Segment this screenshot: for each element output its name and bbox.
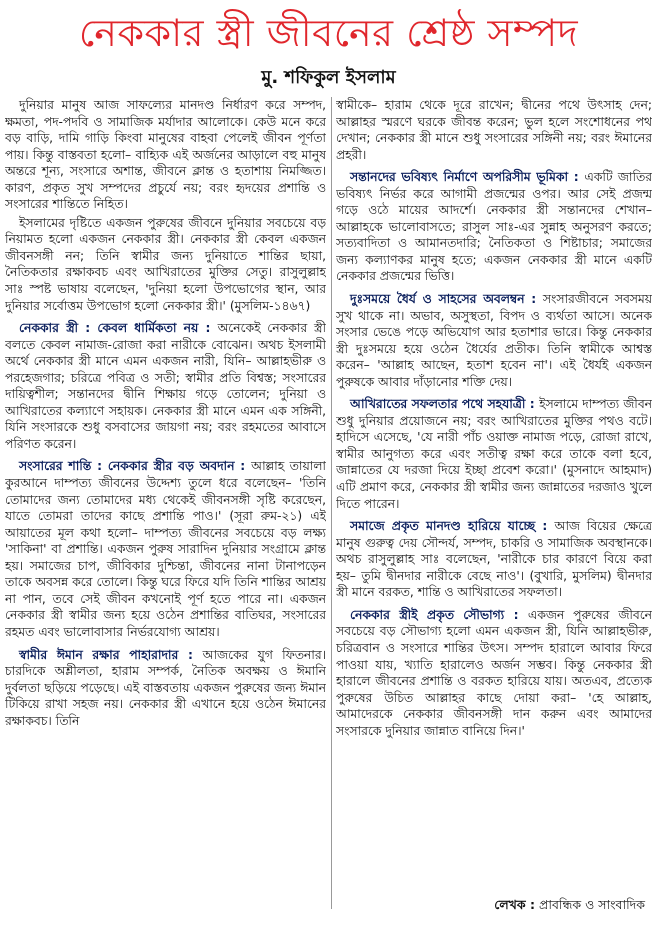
section-body: অনেকেই নেককার স্ত্রী বলতে কেবল নামাজ-রোজা করা নারীকে বোঝেন। অথচ ইসলামী অর্থে নেককার স্ত্রী মানে এমন একজন নারী, যিনি– আল্লাহভীরু ও পরহেজগার; চরিত্রে পবিত্র ও সতী; স্বামীর প্রতি বিশ্বস্ত; সংসারের দায়িত্বশীল; সন্তানদের দ্বীনি শিক্ষায় গড়ে তোলেন; দুনিয়া ও আখিরাতের কল্যাণে সহায়ক। নেককার স্ত্রী মানে এমন এক সঙ্গিনী, যিনি সংসারকে শুধু বসবাসের জায়গা নয়; বরং রহমতের আবাসে পরিণত করেন। (5, 321, 326, 451)
section-body: সংসারজীবনে সবসময় সুখ থাকে না। অভাব, অসুস্থতা, বিপদ ও ব্যর্থতা আসে। অনেক সংসার ভেঙে পড়ে অভিযোগ আর হতাশার ভারে। কিন্তু নেককার স্ত্রী দুঃসময়ে হয়ে ওঠেন ধৈর্যের প্রতীক। তিনি স্বামীকে আশ্বস্ত করেন– 'আল্লাহ আছেন, হতাশ হবেন না'। এই ধৈর্যই একজন পুরুষকে আবার দাঁড়ানোর শক্তি দেয়। (336, 292, 652, 389)
section-body: একটি জাতির ভবিষ্যৎ নির্ভর করে আগামী প্রজন্মের ওপর। আর সেই প্রজন্ম গড়ে ওঠে মায়ের আদর্শে। নেককার স্ত্রী সন্তানদের শেখান– আল্লাহকে ভালোবাসতে; রাসুল সাঃ-এর সুন্নাহ অনুসরণ করতে; সত্যবাদিতা ও আমানতদারি; নৈতিকতা ও শিষ্টাচার; সমাজের জন্য কল্যাণকর মানুষ হতে; একজন নেককার স্ত্রী মানে একটি নেককার প্রজন্মের ভিত্তি। (336, 170, 652, 284)
section-faith-beyond-piety (5, 320, 326, 452)
section-body: একজন পুরুষের জীবনে সবচেয়ে বড় সৌভাগ্য হলো এমন একজন স্ত্রী, যিনি আল্লাহভীরু, চরিত্রবান ও সংসারে শান্তির উৎস। সম্পদ হারালে আবার ফিরে পাওয়া যায়, খ্যাতি হারালেও অর্জন সম্ভব। কিন্তু নেককার স্ত্রী হারালে জীবনের প্রশান্তি ও বরকত হারিয়ে যায়। অতএব, প্রত্যেক পুরুষের উচিত আল্লাহর কাছে দোয়া করা– 'হে আল্লাহ, আমাদেরকে নেককার জীবনসঙ্গী দান করুন এবং আমাদের সংসারকে দুনিয়ার জান্নাত বানিয়ে দিন।' (336, 607, 652, 738)
author-role: প্রাবন্ধিক ও সাংবাদিক (538, 897, 645, 912)
author-label: লেখক : (494, 897, 535, 912)
section-heading: সন্তানদের ভবিষ্যৎ নির্মাণে অপরিসীম ভূমিকা : (350, 170, 585, 185)
intro-paragraph-2: ইসলামের দৃষ্টিতে একজন পুরুষের জীবনে দুনিয়ার সবচেয়ে বড় নিয়ামত হলো একজন নেককার স্ত্রী। নেককার স্ত্রী কেবল একজন জীবনসঙ্গী নন; তিনি স্বামীর জন্য দুনিয়াতে শান্তির ছায়া, নৈতিকতার রক্ষাকবচ এবং আখিরাতের মুক্তির সেতু। রাসুলুল্লাহ সাঃ স্পষ্ট ভাষায় বলেছেন, 'দুনিয়া হলো উপভোগের স্থান, আর দুনিয়ার সর্বোত্তম উপভোগ হলো নেককার স্ত্রী।' (মুসলিম-১৪৬৭) (5, 215, 326, 313)
section-heading: দুঃসময়ে ধৈর্য ও সাহসের অবলম্বন : (350, 292, 543, 307)
section-heading: নেককার স্ত্রীই প্রকৃত সৌভাগ্য : (350, 607, 528, 622)
right-column (336, 97, 652, 919)
continued-paragraph: স্বামীকে– হারাম থেকে দূরে রাখেন; দ্বীনের পথে উৎসাহ দেন; আল্লাহর স্মরণে ঘরকে জীবন্ত করেন; ভুল হলে সংশোধনের পথ দেখান; নেককার স্ত্রী মানে শুধু সংসারের সঙ্গিনী নয়; বরং ঈমানের প্রহরী। (336, 98, 652, 162)
article-title: নেককার স্ত্রী জীবনের শ্রেষ্ঠ সম্পদ (78, 11, 579, 55)
section-heading: সংসারের শান্তি : নেককার স্ত্রীর বড় অবদান : (19, 459, 252, 474)
section-heading: নেককার স্ত্রী : কেবল ধার্মিকতা নয় : (19, 321, 218, 336)
section-body: আজকের যুগ ফিতনার। চারদিকে অশ্লীলতা, হারাম সম্পর্ক, নৈতিক অবক্ষয় ও ঈমানি দুর্বলতা ছড়িয়ে পড়েছে। এই বাস্তবতায় একজন পুরুষের জন্য ঈমান টিকিয়ে রাখা সহজ নয়। নেককার স্ত্রী এখানে হয়ে ওঠেন ঈমানের রক্ষাকবচ। তিনি (5, 647, 326, 728)
section-family-peace (5, 458, 326, 640)
section-body: ইসলামে দাম্পত্য জীবন শুধু দুনিয়ার প্রয়োজনে নয়; বরং আখিরাতের মুক্তির পথও বটে। হাদিসে এসেছে, 'যে নারী পাঁচ ওয়াক্ত নামাজ পড়ে, রোজা রাখে, স্বামীর আনুগত্য করে এবং সতীত্ব রক্ষা করে তাকে বলা হবে, জান্নাতের যে দরজা দিয়ে ইচ্ছা প্রবেশ করো।' (মুসনাদে আহমাদ) এটি প্রমাণ করে, নেককার স্ত্রী স্বামীর জন্য জান্নাতের দরজাও খুলে দিতে পারেন। (336, 397, 652, 511)
intro-paragraph-1: দুনিয়ার মানুষ আজ সাফল্যের মানদণ্ড নির্ধারণ করে সম্পদ, ক্ষমতা, পদ-পদবি ও সামাজিক মর্যাদার আলোকে। কেউ মনে করে বড় বাড়ি, দামি গাড়ি কিংবা মানুষের বাহবা পেলেই জীবন পূর্ণতা পায়। কিন্তু বাস্তবতা হলো– বাহ্যিক এই অর্জনের আড়ালে বহু মানুষ অন্তরে শূন্য, সংসারে অশান্ত, জীবনে ক্লান্ত ও হতাশায় নিমজ্জিত। কারণ, প্রকৃত সুখ সম্পদের প্রচুর্যে নয়; বরং হৃদয়ের প্রশান্তি ও সংসারের শান্তিতে নিহিত। (5, 98, 326, 212)
author-credit (494, 897, 645, 917)
column-divider (331, 97, 332, 909)
left-column (5, 97, 326, 919)
section-children-future (336, 169, 652, 285)
article-byline: মু. শফিকুল ইসলাম (261, 67, 396, 88)
section-afterlife-companion (336, 396, 652, 512)
section-patience-hardship (336, 291, 652, 390)
section-body: আজ বিয়ের ক্ষেত্রে মানুষ গুরুত্ব দেয় সৌন্দর্য, সম্পদ, চাকরি ও সামাজিক অবস্থানকে। অথচ রাসুলুল্লাহ সাঃ বলেছেন, 'নারীকে চার কারণে বিয়ে করা হয়– তুমি দ্বীনদার নারীকে বেছে নাও'। (বুখারি, মুসলিম) দ্বীনদার স্ত্রী মানে বরকত, শান্তি ও আখিরাতের সফলতা। (336, 519, 652, 600)
section-heading: সমাজে প্রকৃত মানদণ্ড হারিয়ে যাচ্ছে : (350, 519, 555, 534)
section-heading: স্বামীর ঈমান রক্ষার পাহারাদার : (19, 647, 203, 662)
section-true-fortune (336, 607, 652, 739)
section-lost-standards (336, 518, 652, 601)
section-body: আল্লাহ তায়ালা কুরআনে দাম্পত্য জীবনের উদ্দেশ্য তুলে ধরে বলেছেন– 'তিনি তোমাদের জন্য তোমাদের মধ্য থেকেই জীবনসঙ্গী সৃষ্টি করেছেন, যাতে তোমরা তাদের কাছে প্রশান্তি পাও।' (সূরা রুম-২১) এই আয়াতের মূল কথা হলো– দাম্পত্য জীবনের সবচেয়ে বড় লক্ষ্য 'সাকিনা' বা প্রশান্তি। একজন পুরুষ সারাদিন দুনিয়ার সংগ্রামে ক্লান্ত হয়। সমাজের চাপ, জীবিকার দুশ্চিন্তা, জীবনের নানা টানাপড়েন তাকে অবসন্ন করে তোলে। কিন্তু ঘরে ফিরে যদি তিনি শান্তির আশ্রয় না পান, তবে সেই জীবন কখনোই পূর্ণ হতে পারে না। একজন নেককার স্ত্রী স্বামীর জন্য হয়ে ওঠেন প্রশান্তির বাতিঘর, সংসারের রহমত এবং ভালোবাসার নির্ভরযোগ্য আশ্রয়। (5, 459, 326, 639)
section-iman-guard (5, 647, 326, 730)
section-heading: আখিরাতের সফলতার পথে সহযাত্রী : (350, 397, 540, 412)
